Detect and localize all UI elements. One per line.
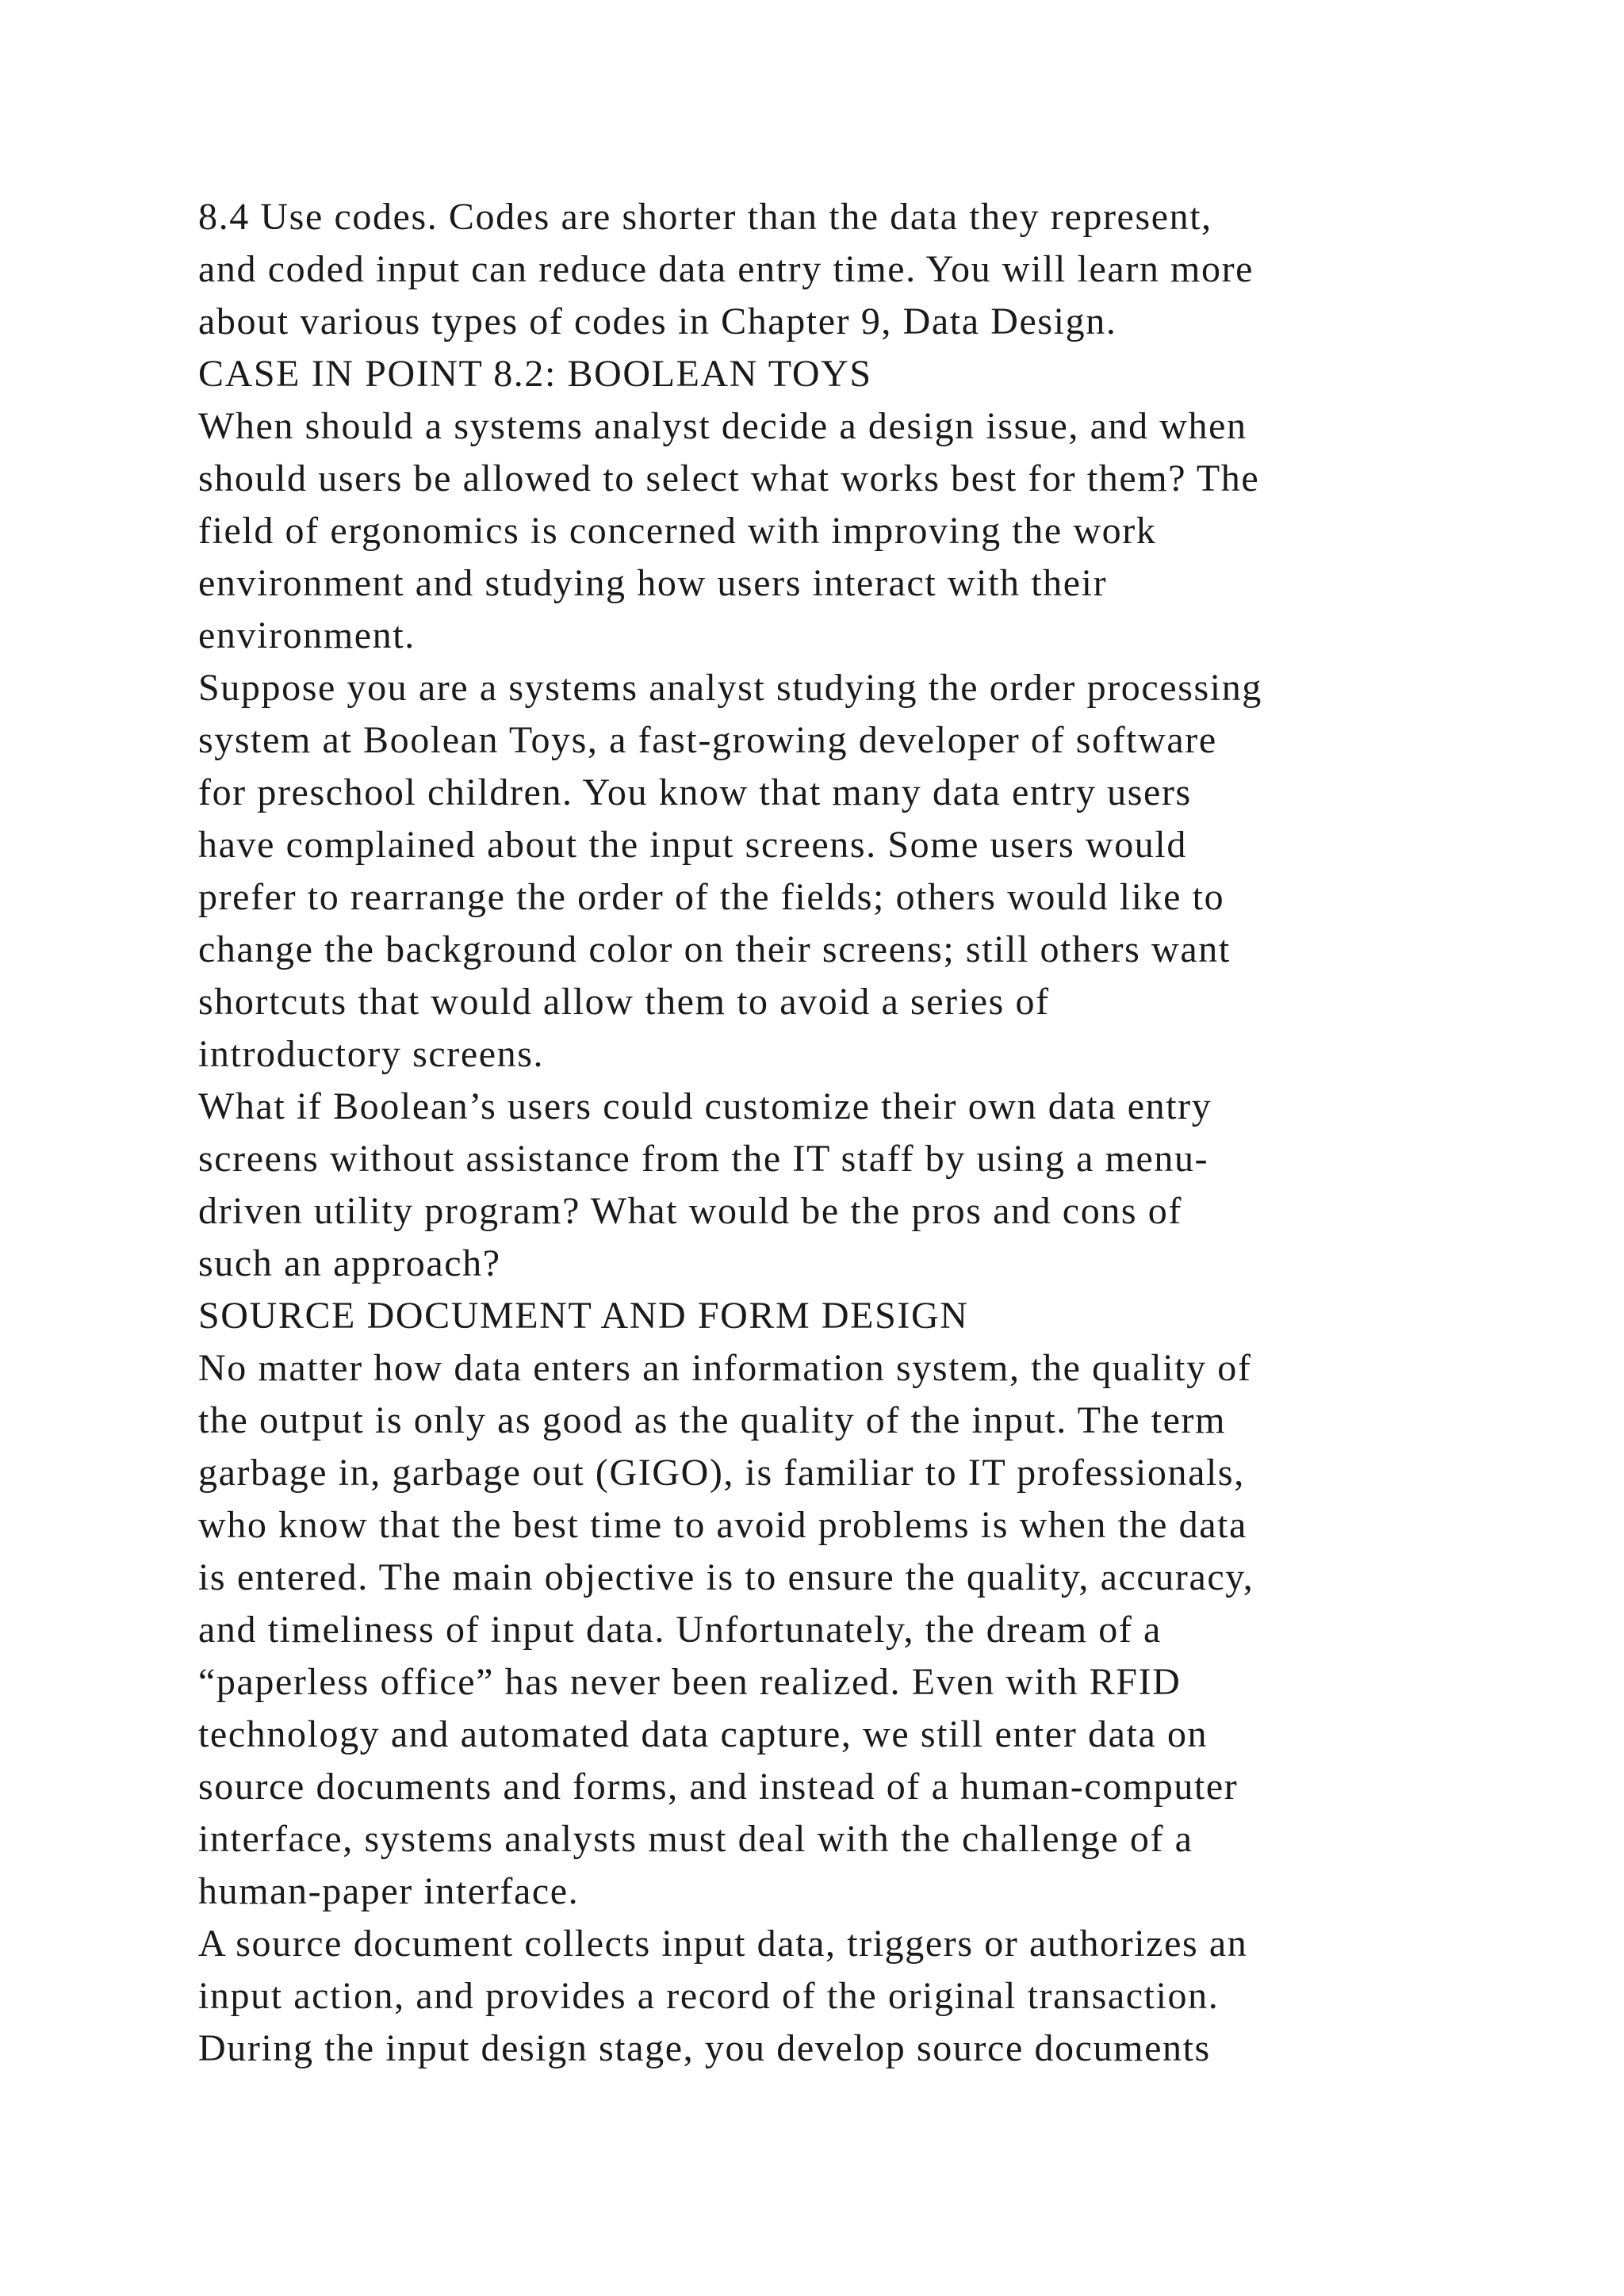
- text-line: human-paper interface.: [198, 1870, 580, 1912]
- text-line: who know that the best time to avoid problems is when the data: [198, 1504, 1247, 1546]
- text-line: No matter how data enters an information system, the quality of: [198, 1347, 1252, 1389]
- text-line: 8.4 Use codes. Codes are shorter than the data they represent,: [198, 196, 1212, 238]
- text-line: interface, systems analysts must deal with the challenge of a: [198, 1818, 1193, 1860]
- text-line: such an approach?: [198, 1242, 501, 1284]
- text-line: prefer to rearrange the order of the fields; others would like to: [198, 876, 1225, 918]
- text-line: about various types of codes in Chapter 9, Data Design.: [198, 300, 1117, 342]
- text-line: system at Boolean Toys, a fast-growing developer of software: [198, 719, 1217, 761]
- text-line: A source document collects input data, triggers or authorizes an: [198, 1923, 1248, 1965]
- text-line: Suppose you are a systems analyst studying the order processing: [198, 667, 1262, 709]
- text-line: input action, and provides a record of the original transaction.: [198, 1975, 1220, 2017]
- text-line: When should a systems analyst decide a design issue, and when: [198, 405, 1247, 447]
- text-line: change the background color on their screens; still others want: [198, 928, 1231, 970]
- text-line: environment and studying how users interact with their: [198, 562, 1108, 604]
- text-line: screens without assistance from the IT staff by using a menu-: [198, 1138, 1209, 1180]
- text-line: “paperless office” has never been realized. Even with RFID: [198, 1661, 1182, 1703]
- text-line: have complained about the input screens. Some users would: [198, 824, 1187, 866]
- text-line: field of ergonomics is concerned with improving the work: [198, 510, 1157, 552]
- text-line: introductory screens.: [198, 1033, 545, 1075]
- text-line: garbage in, garbage out (GIGO), is familiar to IT professionals,: [198, 1452, 1245, 1494]
- text-line: source documents and forms, and instead of a human-computer: [198, 1766, 1239, 1808]
- text-line: should users be allowed to select what works best for them? The: [198, 457, 1260, 499]
- section-heading: CASE IN POINT 8.2: BOOLEAN TOYS: [198, 353, 872, 395]
- text-line: shortcuts that would allow them to avoid a series of: [198, 981, 1050, 1023]
- text-line: for preschool children. You know that many data entry users: [198, 771, 1192, 813]
- text-line: driven utility program? What would be the pros and cons of: [198, 1190, 1182, 1232]
- text-line: During the input design stage, you develop source documents: [198, 2027, 1211, 2069]
- text-line: and timeliness of input data. Unfortunately, the dream of a: [198, 1609, 1162, 1651]
- text-line: What if Boolean’s users could customize their own data entry: [198, 1085, 1212, 1127]
- text-line: the output is only as good as the quality of the input. The term: [198, 1399, 1227, 1441]
- document-page: [198, 191, 1435, 2075]
- text-line: technology and automated data capture, we still enter data on: [198, 1713, 1208, 1755]
- section-heading: SOURCE DOCUMENT AND FORM DESIGN: [198, 1295, 969, 1337]
- text-line: and coded input can reduce data entry time. You will learn more: [198, 248, 1254, 290]
- text-line: is entered. The main objective is to ensure the quality, accuracy,: [198, 1556, 1254, 1598]
- text-line: environment.: [198, 614, 416, 656]
